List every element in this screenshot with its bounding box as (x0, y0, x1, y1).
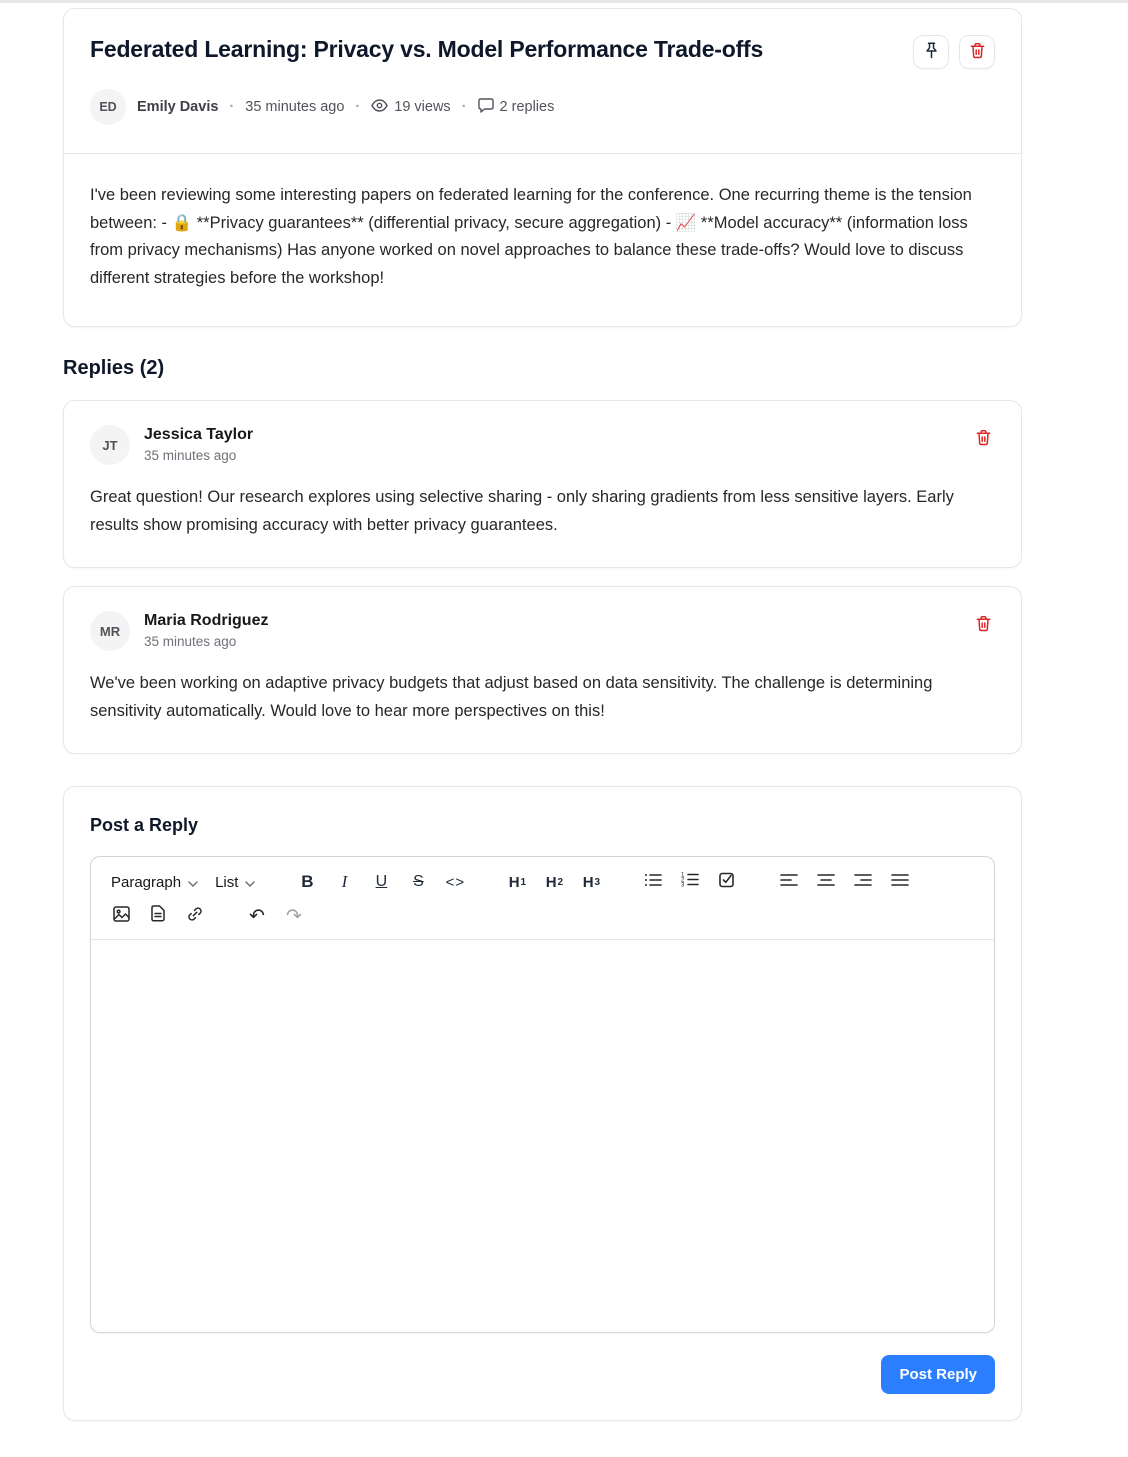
align-right-button[interactable] (851, 869, 875, 895)
bullet-list-icon (644, 873, 662, 892)
pin-thread-button[interactable] (913, 35, 949, 69)
underline-button[interactable]: U (369, 869, 393, 895)
reply-avatar: MR (90, 611, 130, 651)
reply-author-name: Maria Rodriguez (144, 612, 269, 629)
reply-editor-content[interactable] (91, 940, 994, 1332)
bullet-list-button[interactable] (641, 869, 665, 895)
svg-text:1: 1 (681, 872, 685, 879)
redo-icon: ↷ (286, 905, 302, 927)
trash-icon (970, 42, 985, 62)
thread-title: Federated Learning: Privacy vs. Model Performance Trade-offs (90, 36, 764, 62)
author-avatar: ED (90, 89, 126, 125)
replies-heading: Replies (2) (63, 357, 165, 379)
svg-text:2: 2 (681, 877, 685, 884)
italic-button[interactable]: I (332, 869, 356, 895)
chevron-down-icon (245, 874, 255, 891)
reply-card (63, 586, 1022, 754)
thread-header (64, 9, 1021, 153)
post-reply-card (63, 786, 1022, 1421)
strikethrough-button[interactable]: S (406, 869, 430, 895)
insert-link-button[interactable] (183, 903, 207, 929)
reply-timestamp: 35 minutes ago (144, 634, 237, 649)
reply-timestamp: 35 minutes ago (144, 448, 237, 463)
insert-image-button[interactable] (109, 903, 133, 929)
paragraph-style-dropdown[interactable]: Paragraph (109, 869, 200, 895)
speech-bubble-icon (478, 98, 494, 117)
eye-icon (371, 99, 388, 116)
file-icon (151, 905, 165, 927)
reply-author-name: Jessica Taylor (144, 426, 254, 443)
task-list-icon (719, 872, 735, 893)
post-reply-heading: Post a Reply (90, 815, 199, 835)
trash-icon (976, 620, 991, 635)
meta-separator: · (229, 99, 235, 115)
replies-count: 2 replies (478, 98, 555, 117)
heading-2-button[interactable]: H 2 (542, 869, 566, 895)
views-count: 19 views (371, 99, 450, 116)
author-name: Emily Davis (137, 99, 219, 115)
ordered-list-icon (681, 872, 699, 892)
align-left-button[interactable] (777, 869, 801, 895)
reply-card (63, 400, 1022, 568)
thread-body: I've been reviewing some interesting papers on federated learning for the conference. One recurring theme is the tension between: - 🔒 **Privacy guarantees** (differential privacy, secure aggregation) - 📈 **Model accuracy** (information loss from privacy mechanisms) Has anyone worked on novel approaches to balance these trade-offs? Would love to discuss different strategies before the workshop! (64, 153, 1021, 326)
align-justify-icon (891, 873, 909, 892)
thread-meta (90, 89, 995, 125)
chevron-down-icon (188, 874, 198, 891)
pin-icon (924, 42, 939, 62)
bold-button[interactable]: B (295, 869, 319, 895)
reply-body: We've been working on adaptive privacy budgets that adjust based on data sensitivity. The challenge is determining sensitivity automatically. Would love to hear more perspectives on this! (90, 674, 933, 720)
link-icon (187, 906, 203, 927)
reply-body: Great question! Our research explores using selective sharing - only sharing gradients from less sensitive layers. Early results show promising accuracy with better privacy guarantees. (90, 488, 954, 534)
trash-icon (976, 434, 991, 449)
svg-text:3: 3 (681, 882, 685, 887)
align-center-button[interactable] (814, 869, 838, 895)
meta-separator: · (461, 99, 467, 115)
reply-editor (90, 856, 995, 1333)
align-center-icon (817, 873, 835, 892)
undo-icon: ↶ (249, 905, 265, 927)
thread-actions (913, 35, 995, 69)
ordered-list-button[interactable] (678, 869, 702, 895)
thread-timestamp: 35 minutes ago (245, 99, 345, 115)
editor-toolbar (91, 857, 994, 940)
code-button[interactable]: <> (443, 869, 467, 895)
attach-file-button[interactable] (146, 903, 170, 929)
align-justify-button[interactable] (888, 869, 912, 895)
meta-separator: · (355, 99, 361, 115)
page-top-strip (0, 0, 1128, 3)
delete-reply-button[interactable] (972, 611, 995, 636)
heading-1-button[interactable]: H 1 (505, 869, 529, 895)
task-list-button[interactable] (715, 869, 739, 895)
align-right-icon (854, 873, 872, 892)
reply-avatar: JT (90, 425, 130, 465)
undo-button[interactable] (245, 903, 269, 929)
heading-3-button[interactable]: H 3 (579, 869, 603, 895)
align-left-icon (780, 873, 798, 892)
delete-thread-button[interactable] (959, 35, 995, 69)
image-icon (113, 906, 130, 927)
thread-card (63, 8, 1022, 327)
delete-reply-button[interactable] (972, 425, 995, 450)
thread-page (63, 8, 1022, 1457)
post-reply-button[interactable]: Post Reply (881, 1355, 995, 1394)
redo-button[interactable] (282, 903, 306, 929)
list-style-dropdown[interactable]: List (213, 869, 257, 895)
